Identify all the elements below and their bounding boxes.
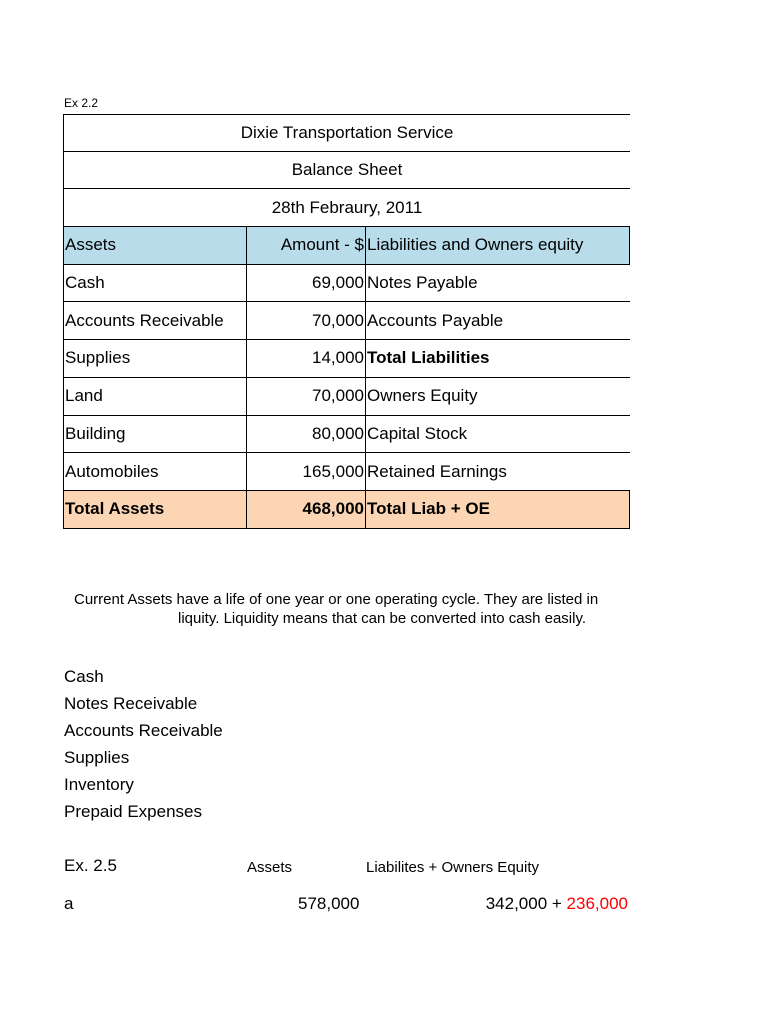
assets-column-header: Assets (247, 859, 293, 876)
asset-cell: Supplies (64, 340, 247, 377)
liability-cell: Retained Earnings (367, 461, 507, 481)
liability-cell: Accounts Payable (367, 310, 504, 330)
company-row (63, 114, 630, 152)
amount-cell: 70,000 (247, 378, 366, 415)
list-item: Accounts Receivable (64, 721, 223, 740)
list-item: Notes Receivable (64, 694, 198, 713)
asset-cell: Building (64, 416, 247, 453)
asset-cell: Land (64, 378, 247, 415)
list-item: Cash (64, 667, 104, 686)
asset-cell: Accounts Receivable (64, 302, 247, 339)
total-row (63, 491, 630, 529)
equity-value: 236,000 (566, 894, 628, 913)
asset-cell: Automobiles (64, 453, 247, 490)
liability-cell: Notes Payable (367, 273, 478, 293)
row-label-a: a (64, 894, 74, 913)
header-row (63, 227, 630, 265)
liab-oe-value (486, 894, 628, 914)
amount-cell: 70,000 (247, 302, 366, 339)
liabilities-value: 342,000 + (485, 894, 567, 913)
table-row (63, 378, 630, 416)
list-item: Supplies (64, 748, 130, 767)
amount-cell: 69,000 (247, 265, 366, 302)
list-item: Prepaid Expenses (64, 802, 202, 821)
table-row (63, 340, 630, 378)
assets-value: 578,000 (298, 894, 360, 913)
amount-cell: 80,000 (247, 416, 366, 453)
asset-cell: Cash (64, 265, 247, 302)
title-row (63, 152, 630, 190)
company-name: Dixie Transportation Service (240, 122, 454, 142)
liability-cell: Capital Stock (367, 423, 468, 443)
header-liabilities: Liabilities and Owners equity (366, 227, 630, 264)
liabilities-column-header: Liabilites + Owners Equity (366, 859, 539, 876)
current-assets-note (64, 590, 630, 628)
total-assets-amount: 468,000 (247, 491, 366, 528)
table-row (63, 453, 630, 491)
note-line-2: liquity. Liquidity means that can be converted into cash easily. (178, 610, 587, 627)
table-row (63, 302, 630, 340)
amount-cell: 165,000 (247, 453, 366, 490)
header-assets: Assets (64, 227, 247, 264)
table-row (63, 265, 630, 303)
date-row (63, 189, 630, 227)
list-item: Inventory (64, 775, 134, 794)
header-amount: Amount - $ (247, 227, 366, 264)
table-row (63, 416, 630, 454)
note-line-1: Current Assets have a life of one year or one operating cycle. They are listed in (74, 591, 599, 608)
exercise-2-5-label: Ex. 2.5 (64, 856, 117, 875)
sheet-title: Balance Sheet (291, 160, 403, 180)
sheet-date: 28th Febraury, 2011 (271, 197, 423, 217)
balance-sheet-table (63, 114, 630, 529)
amount-cell: 14,000 (247, 340, 366, 377)
exercise-label: Ex 2.2 (64, 96, 99, 110)
total-liab-oe-label: Total Liab + OE (366, 491, 630, 528)
total-assets-label: Total Assets (64, 491, 247, 528)
current-assets-list (64, 663, 223, 825)
liability-cell: Owners Equity (367, 386, 478, 406)
liability-cell: Total Liabilities (367, 348, 490, 368)
